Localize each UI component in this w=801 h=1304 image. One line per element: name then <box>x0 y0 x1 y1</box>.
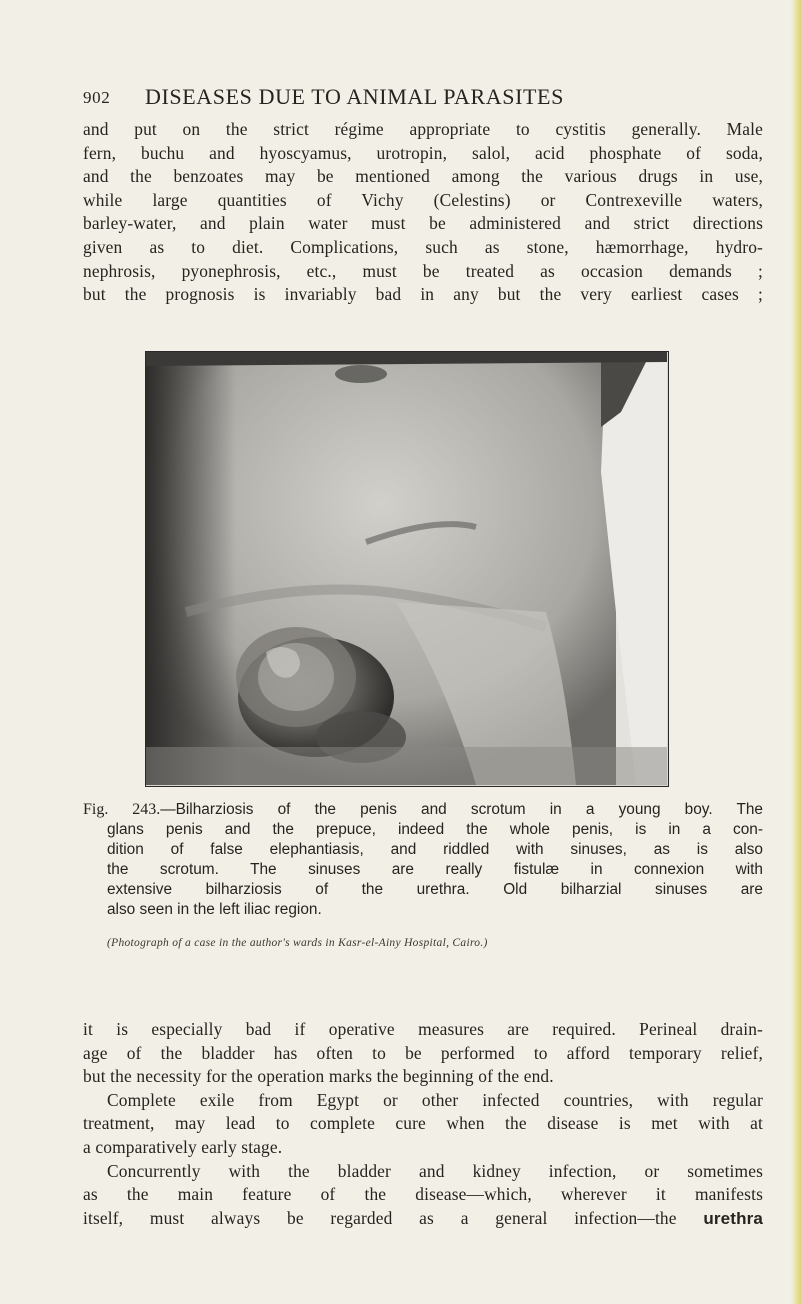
figure-label: Fig. 243. <box>83 801 161 818</box>
paragraph-top <box>83 118 763 307</box>
caption-line: extensive bilharziosis of the urethra. Old bilharzial sinuses are <box>107 881 763 898</box>
text-line-final <box>83 1207 763 1231</box>
clinical-photograph <box>145 351 669 787</box>
text-line: while large quantities of Vichy (Celestins) or Contrexeville waters, <box>83 189 763 210</box>
text-line: it is especially bad if operative measures are required. Perineal drain- <box>83 1019 763 1039</box>
figure-caption <box>83 800 763 920</box>
text-line: Concurrently with the bladder and kidney infection, or sometimes <box>107 1160 763 1181</box>
text-line: but the prognosis is invariably bad in any but the very earliest cases ; <box>83 284 763 305</box>
text-line: barley-water, and plain water must be administered and strict directions <box>83 213 763 234</box>
caption-line: the scrotum. The sinuses are really fistulæ in connexion with <box>107 861 763 878</box>
text-line: and the benzoates may be mentioned among the various drugs in use, <box>83 166 763 187</box>
text-line: as the main feature of the disease—which, wherever it manifests <box>83 1184 763 1205</box>
text-line: Complete exile from Egypt or other infected countries, with regular <box>107 1089 763 1110</box>
text-line: nephrosis, pyonephrosis, etc., must be treated as occasion demands ; <box>83 260 763 281</box>
text-line: given as to diet. Complications, such as stone, hæmorrhage, hydro- <box>83 236 763 257</box>
text-line: treatment, may lead to complete cure when the disease is met with at <box>83 1113 763 1134</box>
text-line: fern, buchu and hyoscyamus, urotropin, salol, acid phosphate of soda, <box>83 142 763 163</box>
paragraph-bottom <box>83 1018 763 1230</box>
caption-line: dition of false elephantiasis, and riddled with sinuses, as is also <box>107 841 763 858</box>
final-line-text: itself, must always be regarded as a general infection—the <box>83 1207 677 1228</box>
caption-line: also seen in the left iliac region. <box>107 901 322 918</box>
caption-line: —Bilharziosis of the penis and scrotum in a young boy. The <box>160 801 763 818</box>
page-number: 902 <box>83 88 111 107</box>
text-line: a comparatively early stage. <box>83 1136 283 1157</box>
caption-line: glans penis and the prepuce, indeed the whole penis, is in a con- <box>107 821 763 838</box>
running-header <box>83 84 723 116</box>
page-edge <box>791 0 801 1304</box>
text-line: and put on the strict régime appropriate to cystitis generally. Male <box>83 119 763 139</box>
bold-keyword: urethra <box>703 1208 763 1228</box>
text-line: but the necessity for the operation marks the beginning of the end. <box>83 1066 554 1087</box>
running-title: DISEASES DUE TO ANIMAL PARASITES <box>145 84 564 109</box>
text-line: age of the bladder has often to be performed to afford temporary relief, <box>83 1042 763 1063</box>
photo-credit: (Photograph of a case in the author's wards in Kasr-el-Ainy Hospital, Cairo.) <box>107 937 488 949</box>
